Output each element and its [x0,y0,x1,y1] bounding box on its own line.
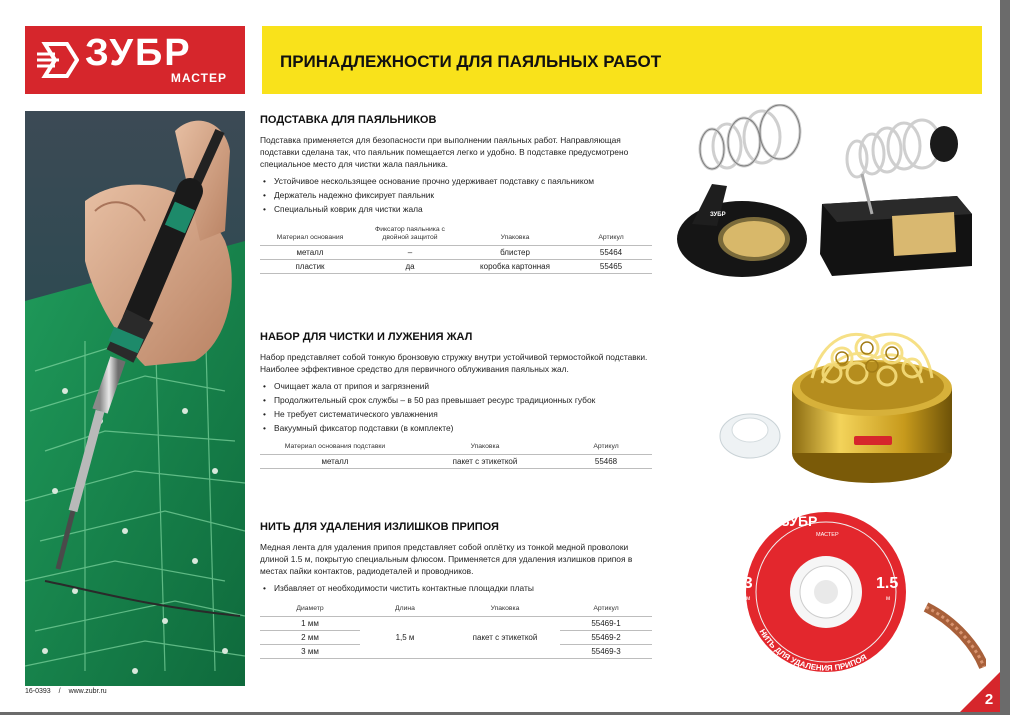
spec-table [260,226,652,274]
list-item: • Держатель надежно фиксирует паяльник [260,188,655,202]
stand-brand-label: ЗУБР [710,212,726,218]
table-header: Артикул [593,443,619,450]
table-header: Материал основания подставки [284,443,386,450]
table-cell: 55465 [570,260,652,274]
table-cell: блистер [460,246,570,260]
bullet-list [260,581,655,595]
section-description: Медная лента для удаления припоя представляет собой оплётку из тонкой медной проволоки длиной 1.5 м, покрытую специальным флюсом. Применяется для удаления излишков припоя в местах пайки контактов, радиодеталей и проводников. [260,542,633,576]
table-header: Фиксатор паяльника с двойной защитой [375,226,445,241]
table-row [260,246,652,260]
list-item: • Избавляет от необходимости чистить контактные площадки платы [260,581,655,595]
footer [25,688,107,695]
table-cell: 2 мм [260,631,360,645]
brand-logo [25,26,245,94]
bullet-list [260,174,655,216]
list-item: • Не требует систематического увлажнения [260,407,655,421]
table-header: Упаковка [470,443,500,450]
table-cell: – [360,246,460,260]
footer-separator: / [58,688,61,695]
table-header: Упаковка [490,605,520,612]
page-number: 2 [984,691,994,708]
wick-length: 1.5 [876,575,899,592]
desoldering-wick-image [726,512,986,672]
table-row [260,617,652,631]
arrow-logo-icon [37,40,79,80]
table-cell: металл [260,455,410,469]
website-link[interactable]: www.zubr.ru [68,688,107,695]
brass-cleaner-image [712,318,982,488]
soldering-photo [25,111,245,686]
section-desoldering-wick [260,521,655,659]
soldering-illustration [25,111,245,686]
table-cell: 55464 [570,246,652,260]
list-item: • Устойчивое нескользящее основание прочно удерживает подставку с паяльником [260,174,655,188]
spec-table [260,605,652,659]
table-cell: 55469-3 [560,645,652,659]
table-cell: 3 мм [260,645,360,659]
table-cell: 1,5 м [360,617,450,659]
section-cleaning-kit [260,331,655,469]
spec-table [260,443,652,469]
list-item: • Вакуумный фиксатор подставки (в комплекте) [260,421,655,435]
table-cell: 55469-1 [560,617,652,631]
section-title: ПОДСТАВКА ДЛЯ ПАЯЛЬНИКОВ [260,114,437,126]
section-stand [260,114,655,274]
bullet-list [260,379,655,435]
table-cell: пластик [260,260,360,274]
list-item: • Продолжительный срок службы – в 50 раз превышает ресурс традиционных губок [260,393,655,407]
list-item: • Специальный коврик для чистки жала [260,202,655,216]
wick-length-unit: м [886,596,891,602]
table-cell: пакет с этикеткой [410,455,560,469]
soldering-stands-image [672,104,980,284]
table-cell: да [360,260,460,274]
table-row [260,260,652,274]
catalog-code: 16-0393 [25,688,51,695]
table-header: Длина [395,605,415,612]
table-header: Упаковка [500,234,530,241]
brand-name: ЗУБР [85,32,192,74]
table-cell: 55469-2 [560,631,652,645]
page-title: ПРИНАДЛЕЖНОСТИ ДЛЯ ПАЯЛЬНЫХ РАБОТ [280,52,662,71]
section-title: НИТЬ ДЛЯ УДАЛЕНИЯ ИЗЛИШКОВ ПРИПОЯ [260,521,499,533]
wick-sub-label: МАСТЕР [816,532,839,538]
table-header: Материал основания [276,234,344,241]
section-description: Подставка применяется для безопасности при выполнении паяльных работ. Направляющая подставки сделана так, что паяльник помещается легко и удобно. В подставке предусмотрено специальное место для чистки жала паяльника. [260,135,629,169]
table-cell: 1 мм [260,617,360,631]
table-cell: металл [260,246,360,260]
section-description: Набор представляет собой тонкую бронзовую стружку внутри устойчивой термостойкой подставки. Наиболее эффективное средство для первичного облуживания паяльных жал. [260,352,648,374]
brand-sub: МАСТЕР [170,71,227,85]
table-header: Диаметр [296,605,324,612]
table-cell: коробка картонная [460,260,570,274]
wick-ring-text: НИТЬ ДЛЯ УДАЛЕНИЯ ПРИПОЯ [757,627,869,672]
page-number-badge [960,672,1000,712]
section-title: НАБОР ДЛЯ ЧИСТКИ И ЛУЖЕНИЯ ЖАЛ [260,331,473,343]
table-cell: пакет с этикеткой [450,617,560,659]
table-header: Артикул [593,605,619,612]
table-header: Артикул [598,234,624,241]
wick-diameter: ø3 [734,575,753,592]
header-banner [262,26,982,94]
table-cell: 55468 [560,455,652,469]
list-item: • Очищает жала от припоя и загрязнений [260,379,655,393]
table-row [260,455,652,469]
page-edge-right [1000,0,1010,715]
wick-brand-label: ЗУБР [781,513,818,529]
wick-diameter-unit: мм [742,596,751,602]
